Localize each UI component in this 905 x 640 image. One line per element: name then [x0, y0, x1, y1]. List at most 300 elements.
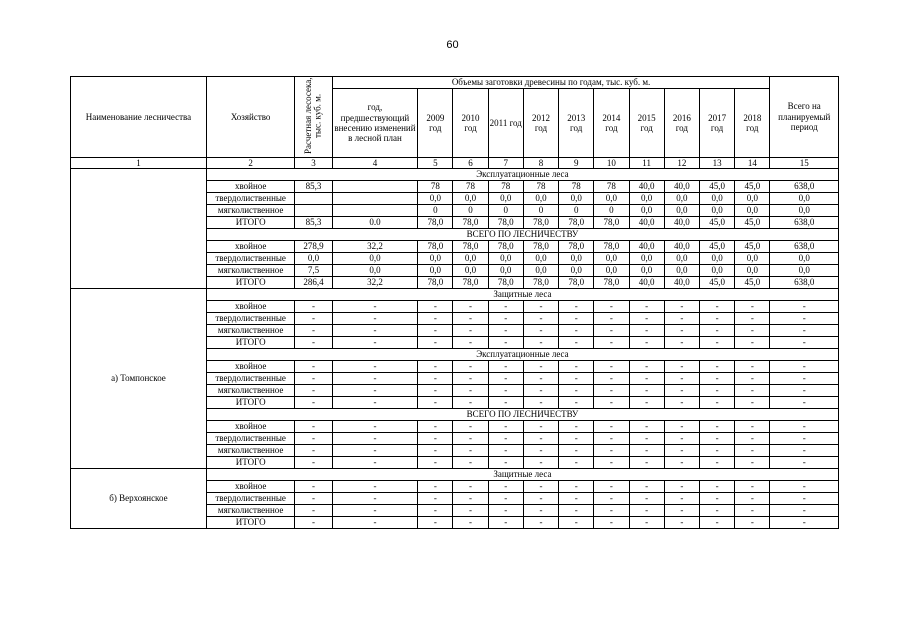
table-cell: - [559, 493, 594, 505]
table-cell: - [629, 421, 664, 433]
table-cell: 40,0 [629, 181, 664, 193]
header-row-top [71, 77, 839, 89]
header-total: Всего на планируемый период [770, 77, 839, 158]
species-label: мягколиственное [206, 205, 295, 217]
column-number-row [71, 158, 839, 169]
table-cell: - [559, 361, 594, 373]
table-cell: - [594, 337, 629, 349]
table-cell: 0,0 [770, 253, 839, 265]
header-year: 2018 год [735, 89, 770, 158]
species-label: мягколиственное [206, 385, 295, 397]
table-cell: - [699, 337, 734, 349]
table-cell: - [332, 481, 418, 493]
table-cell: - [523, 301, 558, 313]
column-number: 2 [206, 158, 295, 169]
table-cell: - [453, 421, 488, 433]
table-cell: - [523, 325, 558, 337]
table-cell: - [664, 325, 699, 337]
table-cell: - [453, 361, 488, 373]
table-cell: - [594, 313, 629, 325]
table-cell: 0,0 [735, 193, 770, 205]
table-cell: 0,0 [699, 265, 734, 277]
table-cell: 0,0 [594, 193, 629, 205]
table-cell [332, 193, 418, 205]
table-cell: 78,0 [594, 241, 629, 253]
table-cell: - [770, 481, 839, 493]
table-cell: - [332, 373, 418, 385]
table-cell: - [629, 517, 664, 529]
header-year: 2015 год [629, 89, 664, 158]
table-cell: 78 [594, 181, 629, 193]
table-cell: - [770, 505, 839, 517]
table-cell: 0,0 [523, 265, 558, 277]
table-cell: 0,0 [629, 205, 664, 217]
table-cell: 78,0 [559, 277, 594, 289]
table-cell: 0,0 [594, 265, 629, 277]
table-cell: - [699, 361, 734, 373]
table-cell: - [594, 517, 629, 529]
table-cell: 0 [453, 205, 488, 217]
header-prev-year: год, предшествующий внесению изменений в лесной план [332, 89, 418, 158]
table-cell: - [735, 397, 770, 409]
column-number: 6 [453, 158, 488, 169]
table-cell: - [418, 481, 453, 493]
table-cell: - [699, 325, 734, 337]
table-cell: - [559, 421, 594, 433]
table-cell: 78,0 [594, 277, 629, 289]
table-cell: - [594, 433, 629, 445]
table-cell: - [488, 517, 523, 529]
table-cell: - [699, 433, 734, 445]
table-cell: 78,0 [418, 277, 453, 289]
table-cell: 45,0 [699, 241, 734, 253]
table-cell: - [594, 385, 629, 397]
page-number: 60 [446, 39, 459, 51]
header-allowable-cut-label: Расчетная лесосека, тыс. куб. м. [303, 77, 323, 155]
table-cell: - [735, 457, 770, 469]
table-cell: - [594, 505, 629, 517]
table-cell: - [559, 313, 594, 325]
table-cell: - [559, 337, 594, 349]
species-label: хвойное [206, 301, 295, 313]
table-cell: - [488, 301, 523, 313]
table-cell: - [770, 313, 839, 325]
table-cell: - [523, 517, 558, 529]
section-title: Эксплуатационные леса [206, 169, 838, 181]
table-cell: - [523, 493, 558, 505]
table-cell: 638,0 [770, 217, 839, 229]
table-cell: 78,0 [453, 241, 488, 253]
table-cell: - [523, 445, 558, 457]
species-label: мягколиственное [206, 505, 295, 517]
table-cell: - [418, 373, 453, 385]
column-number: 14 [735, 158, 770, 169]
table-cell: - [453, 505, 488, 517]
table-cell: 40,0 [664, 241, 699, 253]
section-title-row [71, 469, 839, 481]
table-cell: 45,0 [699, 217, 734, 229]
table-cell: 45,0 [735, 241, 770, 253]
table-cell: - [488, 373, 523, 385]
header-year: 2016 год [664, 89, 699, 158]
table-cell: - [735, 505, 770, 517]
table-cell: - [418, 421, 453, 433]
table-cell: 0 [559, 205, 594, 217]
species-label: ИТОГО [206, 397, 295, 409]
table-cell: - [332, 325, 418, 337]
table-cell: 45,0 [699, 277, 734, 289]
table-cell: - [295, 361, 332, 373]
table-cell: - [735, 421, 770, 433]
table-cell: - [629, 505, 664, 517]
table-cell: 78 [418, 181, 453, 193]
header-allowable-cut [295, 77, 332, 158]
column-number: 3 [295, 158, 332, 169]
table-cell: - [629, 385, 664, 397]
table-cell: - [332, 337, 418, 349]
table-cell: - [735, 361, 770, 373]
table-cell: - [332, 445, 418, 457]
table-cell: - [488, 313, 523, 325]
table-cell: 0,0 [418, 265, 453, 277]
column-number: 5 [418, 158, 453, 169]
table-cell: 0,0 [664, 205, 699, 217]
table-cell: 0.0 [332, 217, 418, 229]
table-cell: 85,3 [295, 181, 332, 193]
table-cell: - [664, 493, 699, 505]
table-cell: 0 [418, 205, 453, 217]
section-title: ВСЕГО ПО ЛЕСНИЧЕСТВУ [206, 409, 838, 421]
table-cell: 0,0 [735, 253, 770, 265]
table-cell: - [594, 481, 629, 493]
table-cell: 78,0 [488, 217, 523, 229]
table-cell: - [453, 445, 488, 457]
section-title-row [71, 169, 839, 181]
table-cell: - [453, 493, 488, 505]
species-label: твердолиственные [206, 253, 295, 265]
table-cell: - [664, 337, 699, 349]
table-cell: - [664, 481, 699, 493]
table-cell: - [770, 385, 839, 397]
table-cell: - [699, 301, 734, 313]
table-cell: 0,0 [735, 205, 770, 217]
table-cell: - [332, 397, 418, 409]
header-year: 2012 год [523, 89, 558, 158]
table-cell: 78,0 [453, 217, 488, 229]
species-label: ИТОГО [206, 457, 295, 469]
table-cell: - [332, 313, 418, 325]
table-cell: - [664, 361, 699, 373]
table-cell: 0,0 [559, 265, 594, 277]
table-cell: - [770, 421, 839, 433]
table-cell: 0,0 [770, 205, 839, 217]
table-cell: - [699, 445, 734, 457]
table-cell: - [523, 361, 558, 373]
table-cell: - [453, 457, 488, 469]
table-cell: 40,0 [629, 277, 664, 289]
table-cell: - [699, 505, 734, 517]
table-cell: - [295, 397, 332, 409]
table-cell: - [332, 421, 418, 433]
table-cell [332, 181, 418, 193]
table-cell: - [295, 313, 332, 325]
table-cell: 0,0 [664, 265, 699, 277]
species-label: ИТОГО [206, 217, 295, 229]
table-cell: - [629, 373, 664, 385]
table-cell: - [488, 337, 523, 349]
table-cell: 278,9 [295, 241, 332, 253]
table-cell: - [295, 325, 332, 337]
table-cell: - [523, 481, 558, 493]
table-cell: 78,0 [488, 277, 523, 289]
table-cell: 7,5 [295, 265, 332, 277]
table-cell: 0,0 [418, 253, 453, 265]
table-cell: 0,0 [332, 265, 418, 277]
table-cell: - [664, 457, 699, 469]
header-volumes-group: Объемы заготовки древесины по годам, тыс. куб. м. [332, 77, 770, 89]
table-cell: - [523, 373, 558, 385]
header-year: 2011 год [488, 89, 523, 158]
table-cell: - [332, 457, 418, 469]
table-cell: - [488, 481, 523, 493]
table-cell: - [629, 301, 664, 313]
table-cell: - [629, 325, 664, 337]
table-cell: - [559, 385, 594, 397]
table-cell: - [664, 445, 699, 457]
table-cell: 0,0 [453, 193, 488, 205]
column-number: 13 [699, 158, 734, 169]
table-cell: - [559, 397, 594, 409]
table-cell: 0,0 [629, 253, 664, 265]
forestry-name [71, 169, 207, 289]
section-title: Защитные леса [206, 289, 838, 301]
table-cell: 45,0 [699, 181, 734, 193]
table-cell: 40,0 [664, 181, 699, 193]
table-cell: - [488, 493, 523, 505]
table-cell: - [453, 313, 488, 325]
table-cell: - [418, 337, 453, 349]
table-cell: - [770, 445, 839, 457]
table-cell: - [295, 301, 332, 313]
table-cell: - [332, 361, 418, 373]
table-cell: - [699, 481, 734, 493]
table-cell: - [332, 385, 418, 397]
table-cell: - [735, 313, 770, 325]
header-year: 2017 год [699, 89, 734, 158]
table-cell: - [332, 493, 418, 505]
table-cell: - [523, 505, 558, 517]
table-cell: - [770, 517, 839, 529]
table-cell: - [453, 337, 488, 349]
table-cell: - [629, 445, 664, 457]
table-cell: - [594, 325, 629, 337]
table-cell: 78,0 [523, 241, 558, 253]
table-cell: - [295, 433, 332, 445]
table-cell: 78,0 [523, 277, 558, 289]
table-cell: 78 [559, 181, 594, 193]
table-cell: - [664, 505, 699, 517]
table-cell: - [594, 301, 629, 313]
column-number: 4 [332, 158, 418, 169]
table-cell: - [735, 493, 770, 505]
table-cell: - [664, 433, 699, 445]
table-cell: - [629, 493, 664, 505]
table-cell [295, 205, 332, 217]
table-cell: - [295, 481, 332, 493]
table-cell: - [699, 457, 734, 469]
table-cell: - [453, 385, 488, 397]
section-title: Защитные леса [206, 469, 838, 481]
species-label: твердолиственные [206, 373, 295, 385]
table-cell: 78,0 [418, 217, 453, 229]
column-number: 12 [664, 158, 699, 169]
table-cell: - [559, 301, 594, 313]
table-cell: - [664, 385, 699, 397]
species-label: мягколиственное [206, 445, 295, 457]
table-cell: 40,0 [664, 217, 699, 229]
table-cell: - [559, 457, 594, 469]
table-cell: 638,0 [770, 241, 839, 253]
table-cell: - [418, 301, 453, 313]
table-cell: - [770, 325, 839, 337]
table-cell: 0,0 [664, 193, 699, 205]
column-number: 9 [559, 158, 594, 169]
table-cell: 0,0 [559, 193, 594, 205]
species-label: твердолиственные [206, 493, 295, 505]
table-cell: - [594, 493, 629, 505]
species-label: твердолиственные [206, 193, 295, 205]
table-cell: - [295, 505, 332, 517]
table-cell: - [523, 433, 558, 445]
table-cell: - [735, 325, 770, 337]
column-number: 11 [629, 158, 664, 169]
table-cell: 0,0 [418, 193, 453, 205]
table-cell: 0,0 [594, 253, 629, 265]
table-cell: - [418, 397, 453, 409]
table-cell: 0,0 [735, 265, 770, 277]
table-cell: 40,0 [629, 241, 664, 253]
species-label: хвойное [206, 361, 295, 373]
table-cell: - [488, 397, 523, 409]
table-cell: - [418, 445, 453, 457]
species-label: мягколиственное [206, 325, 295, 337]
table-cell: - [735, 373, 770, 385]
table-cell: - [559, 373, 594, 385]
table-cell: - [453, 481, 488, 493]
table-cell: 45,0 [735, 217, 770, 229]
table-cell: - [770, 397, 839, 409]
table-cell: - [332, 301, 418, 313]
table-cell: 78 [488, 181, 523, 193]
table-cell: - [629, 433, 664, 445]
table-cell: - [699, 421, 734, 433]
table-cell: - [418, 385, 453, 397]
table-cell: - [735, 433, 770, 445]
table-cell: - [770, 337, 839, 349]
table-cell: - [295, 373, 332, 385]
table-cell: - [332, 517, 418, 529]
table-cell: - [699, 373, 734, 385]
table-cell: - [699, 313, 734, 325]
table-cell: - [523, 457, 558, 469]
table-cell: - [594, 421, 629, 433]
table-cell: - [418, 325, 453, 337]
table-cell: - [664, 421, 699, 433]
table-cell: - [594, 445, 629, 457]
table-cell: - [418, 313, 453, 325]
table-cell: - [594, 397, 629, 409]
table-cell: 0,0 [770, 193, 839, 205]
header-year: 2010 год [453, 89, 488, 158]
table-cell: 0 [523, 205, 558, 217]
header-economy: Хозяйство [206, 77, 295, 158]
table-cell: 0,0 [559, 253, 594, 265]
column-number: 15 [770, 158, 839, 169]
header-year: 2014 год [594, 89, 629, 158]
table-cell: - [295, 517, 332, 529]
species-label: твердолиственные [206, 313, 295, 325]
table-cell: - [418, 433, 453, 445]
table-cell: 0,0 [699, 205, 734, 217]
table-cell: 0 [488, 205, 523, 217]
table-cell: 0,0 [770, 265, 839, 277]
column-number: 10 [594, 158, 629, 169]
table-cell: 0,0 [523, 253, 558, 265]
table-cell: 0,0 [699, 253, 734, 265]
table-cell: 0,0 [664, 253, 699, 265]
table-cell: - [332, 505, 418, 517]
table-cell: - [488, 361, 523, 373]
table-cell: - [523, 313, 558, 325]
table-cell: - [629, 481, 664, 493]
table-cell: - [664, 517, 699, 529]
table-cell: - [559, 433, 594, 445]
table-cell: 0,0 [523, 193, 558, 205]
table-cell: - [488, 433, 523, 445]
table-cell: 78,0 [559, 217, 594, 229]
species-label: ИТОГО [206, 517, 295, 529]
table-cell: 45,0 [735, 181, 770, 193]
species-label: хвойное [206, 481, 295, 493]
column-number: 7 [488, 158, 523, 169]
table-cell: - [770, 457, 839, 469]
table-cell: 78,0 [523, 217, 558, 229]
table-cell: - [770, 433, 839, 445]
table-cell: - [488, 457, 523, 469]
table-cell: 638,0 [770, 181, 839, 193]
table-cell: - [418, 457, 453, 469]
table-cell: 0,0 [629, 193, 664, 205]
table-body [71, 77, 839, 529]
table-cell: 0,0 [453, 265, 488, 277]
table-cell: - [523, 421, 558, 433]
table-cell: 0,0 [332, 253, 418, 265]
species-label: ИТОГО [206, 337, 295, 349]
table-cell: - [295, 385, 332, 397]
table-cell: - [488, 505, 523, 517]
table-cell: - [594, 373, 629, 385]
forestry-name: а) Томпонское [71, 289, 207, 469]
table-cell: - [735, 385, 770, 397]
table-cell: - [488, 445, 523, 457]
table-cell: 78,0 [453, 277, 488, 289]
table-cell: - [295, 445, 332, 457]
table-cell [295, 193, 332, 205]
forestry-name: б) Верхоянское [71, 469, 207, 529]
table-cell: 0,0 [488, 253, 523, 265]
table-cell: - [453, 301, 488, 313]
species-label: хвойное [206, 421, 295, 433]
